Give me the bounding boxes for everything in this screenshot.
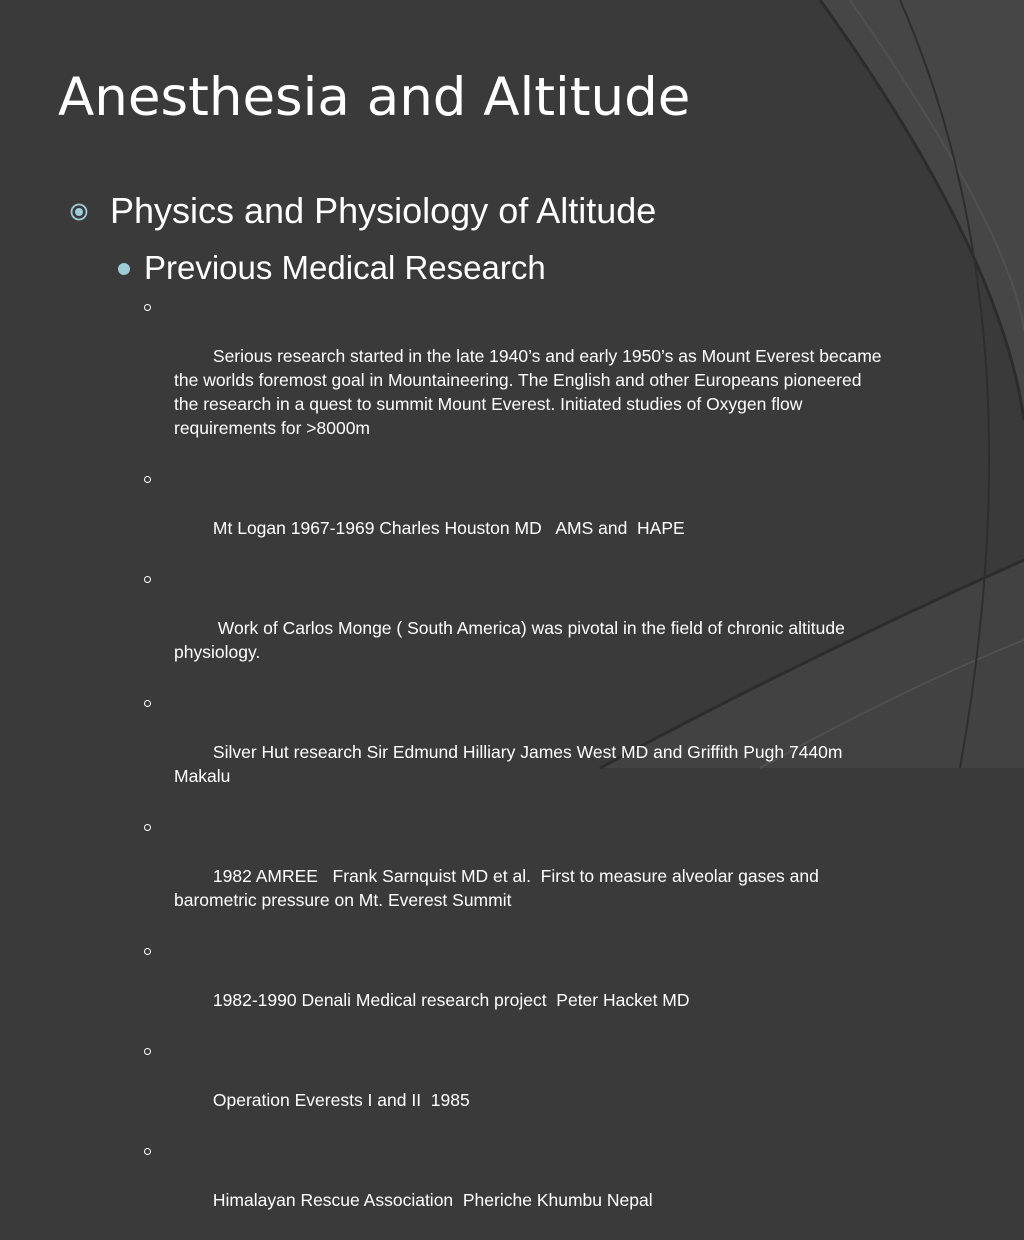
hollow-circle-bullet-icon (144, 1148, 151, 1155)
hollow-circle-bullet-icon (144, 824, 151, 831)
hollow-circle-bullet-icon (144, 1048, 151, 1055)
list-item (142, 296, 887, 464)
list-item-text: Work of Carlos Monge ( South America) was pivotal in the field of chronic altitude physiology. (174, 618, 850, 662)
level2-bullet-text: Previous Medical Research (144, 249, 546, 286)
list-item (142, 692, 882, 812)
list-item-text: 1982-1990 Denali Medical research project Peter Hacket MD (212, 990, 690, 1010)
list-item (142, 568, 882, 688)
hollow-circle-bullet-icon (144, 948, 151, 955)
list-item-text: 1982 AMREE Frank Sarnquist MD et al. First to measure alveolar gases and barometric pressure on Mt. Everest Summit (174, 866, 824, 910)
hollow-circle-bullet-icon (144, 700, 151, 707)
list-item (142, 940, 882, 1036)
slide-title: Anesthesia and Altitude (58, 67, 691, 128)
level1-bullet-text: Physics and Physiology of Altitude (110, 190, 657, 231)
list-item-text: Operation Everests I and II 1985 (212, 1090, 470, 1110)
hollow-circle-bullet-icon (144, 576, 151, 583)
list-item-text: Mt Logan 1967-1969 Charles Houston MD AMS and HAPE (212, 518, 685, 538)
list-item (142, 1140, 882, 1236)
filled-dot-bullet-icon (118, 263, 130, 275)
list-item (142, 468, 882, 564)
hollow-circle-bullet-icon (144, 476, 151, 483)
list-item-text: Silver Hut research Sir Edmund Hilliary James West MD and Griffith Pugh 7440m Makalu (174, 742, 848, 786)
list-item-text: Himalayan Rescue Association Pheriche Khumbu Nepal (212, 1190, 653, 1210)
list-item-text: Serious research started in the late 1940’s and early 1950’s as Mount Everest became the worlds foremost goal in Mountaineering. The English and other Europeans pioneered the research in a quest to summit Mount Everest. Initiated studies of Oxygen flow requirements for >8000m (174, 346, 887, 438)
target-circle-bullet-icon (70, 203, 88, 221)
hollow-circle-bullet-icon (144, 304, 151, 311)
list-item (142, 1040, 882, 1136)
research-list (142, 296, 887, 1240)
list-item (142, 816, 882, 936)
